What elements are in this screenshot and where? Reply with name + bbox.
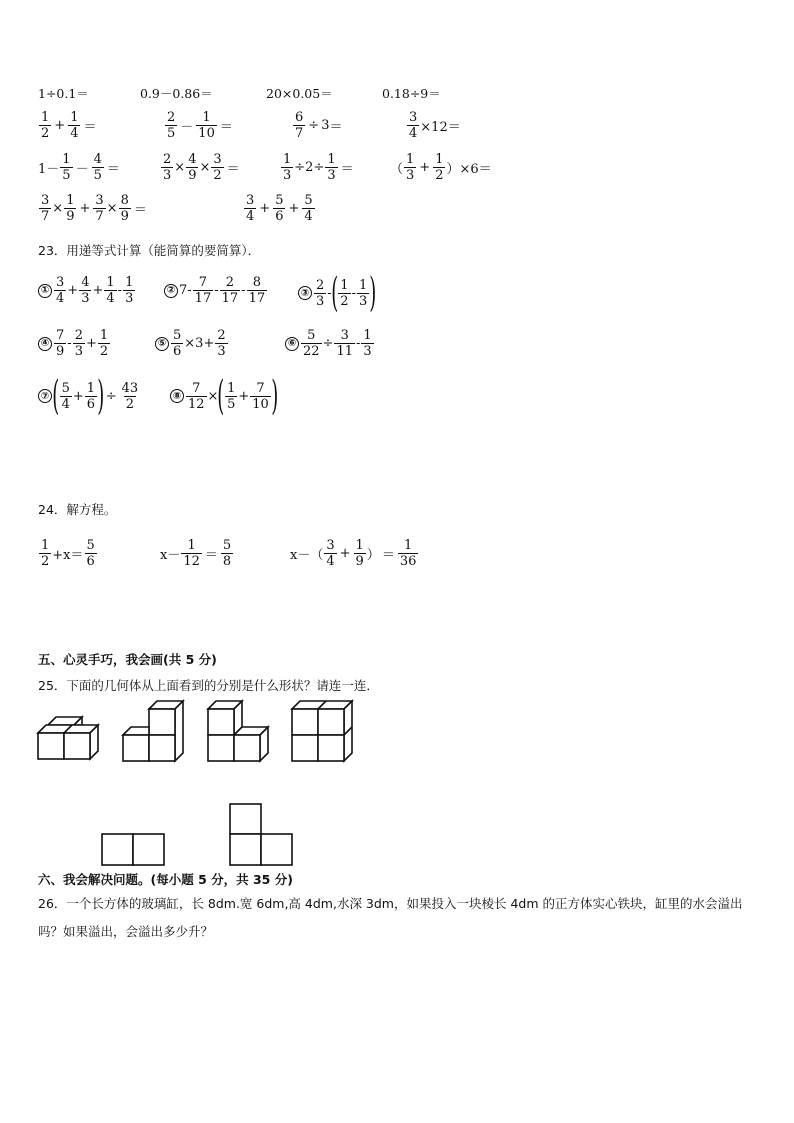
calc-3: 20×0.05＝ [266, 86, 333, 101]
solid-4 [292, 701, 352, 761]
calc-8: $\frac{3}{4}$ ×12＝ [409, 110, 461, 141]
top-view-shapes [95, 800, 300, 870]
equation-3: x－（ 3 4 + $\frac{1}{9}$ ） ＝ 1 36 [290, 538, 417, 569]
calc-11: $\frac{1}{3}$ ÷2÷ $\frac{1}{3}$ ＝ [283, 152, 354, 183]
calc-6: 2 5 － 1 10 ＝ [167, 110, 233, 141]
q23-item-2: ② 7- 7 17 - 2 17 - 8 17 [164, 275, 268, 306]
calc-13: $\frac{3}{7}$ × $\frac{1}{9}$ + $\frac{3}{7}$ × $\frac{8}{9}$ ＝ [41, 193, 147, 224]
calc-2: 0.9－0.86＝ [140, 86, 213, 101]
calc-10: $\frac{2}{3}$ × $\frac{4}{9}$ × $\frac{3}{2}$ ＝ [163, 152, 240, 183]
q23-item-5: ⑤ $\frac{5}{6}$ ×3+ $\frac{2}{3}$ [155, 328, 229, 359]
calc-4: 0.18÷9＝ [382, 86, 441, 101]
calc-9: 1－ 1 5 － 4 5 ＝ [38, 152, 120, 183]
section-5-heading: 五、心灵手巧，我会画(共 5 分) [38, 652, 217, 667]
equation-2: x－ 1 12 ＝ 5 8 [160, 538, 232, 569]
q25-title: 25．下面的几何体从上面看到的分别是什么形状？请连一连． [38, 678, 379, 693]
section-6-heading: 六、我会解决问题。(每小题 5 分，共 35 分) [38, 872, 293, 887]
q23-item-8: ⑧ $\frac{7}{12}$ × ( 1 5 + $\frac{7}{10}$ ) [170, 376, 277, 416]
q24-title: 24．解方程。 [38, 502, 117, 517]
solid-1 [38, 717, 98, 759]
q23-title: 23．用递等式计算（能简算的要简算）． [38, 243, 261, 258]
solid-3 [208, 701, 268, 761]
cube-solids-figure [30, 695, 370, 770]
top-view-two-squares [102, 834, 164, 865]
calc-5: 1 2 + $\frac{1}{4}$ ＝ [41, 110, 97, 141]
top-view-l-shape [230, 804, 292, 865]
q23-item-4: ④ 7 9 - 2 3 + $\frac{1}{2}$ [38, 328, 111, 359]
q26-text: 26．一个长方体的玻璃缸，长 8dm.宽 6dm,高 4dm,水深 3dm，如果投入一块棱长 4dm 的正方体实心铁块，缸里的水会溢出吗？如果溢出，会溢出多少升？ [38, 896, 743, 939]
calc-14: 3 4 + $\frac{5}{6}$ + $\frac{5}{4}$ [246, 193, 313, 224]
calc-1: 1÷0.1＝ [38, 86, 89, 101]
equation-1: 1 2 +x＝ 5 6 [41, 538, 95, 569]
calc-12: （ 1 3 + $\frac{1}{2}$ ）×6＝ [390, 152, 492, 183]
q23-item-3: ③ 2 3 - ( 1 2 - 1 3 ) [298, 273, 376, 313]
q23-item-6: ⑥ $\frac{5}{22}$ ÷ $\frac{3}{11}$ - 1 3 [285, 328, 375, 359]
calc-7: $\frac{6}{7}$ ÷ 3 ＝ [295, 110, 343, 141]
solid-2 [123, 701, 183, 761]
q23-item-7: ⑦ ( 5 4 + $\frac{1}{6}$ ) ÷ $\frac{43}{2}$ [38, 376, 141, 416]
q23-item-1: ① 3 4 + $\frac{4}{3}$ + $\frac{1}{4}$ - 1 3 [38, 275, 136, 306]
